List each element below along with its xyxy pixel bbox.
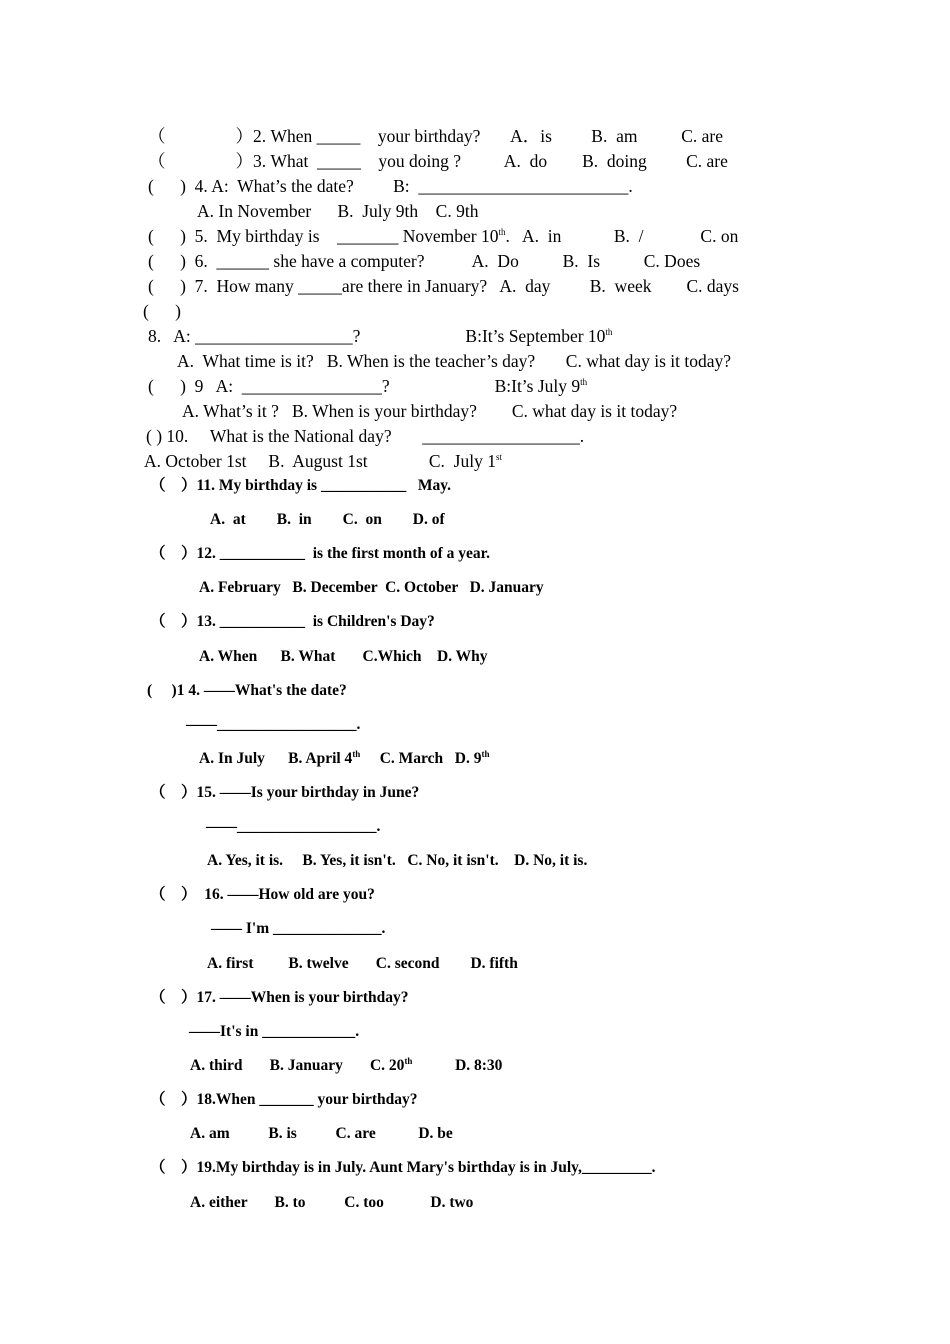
question-19: （ ）19.My birthday is in July. Aunt Mary's birthday is in July,_________. <box>150 1159 656 1176</box>
question-6: ( ) 6. ______ she have a computer? A. Do B. Is C. Does <box>148 251 701 271</box>
question-10-options: A. October 1st B. August 1st C. July 1st <box>144 451 502 471</box>
question-19-options: A. either B. to C. too D. two <box>190 1194 474 1211</box>
question-13-options: A. When B. What C.Which D. Why <box>199 648 488 665</box>
question-18: （ ）18.When _______ your birthday? <box>150 1091 418 1108</box>
question-14-options: A. In July B. April 4th C. March D. 9th <box>199 748 490 767</box>
question-3: （ ）3. What _____ you doing ? A. do B. doing C. are <box>148 151 728 171</box>
question-12: （ ）12. ___________ is the first month of a year. <box>150 545 490 562</box>
question-7: ( ) 7. How many _____are there in January? A. day B. week C. days <box>148 276 739 296</box>
question-17-options: A. third B. January C. 20th D. 8:30 <box>190 1055 503 1074</box>
question-4: ( ) 4. A: What’s the date? B: ________________________. <box>148 176 633 196</box>
question-4-options: A. In November B. July 9th C. 9th <box>197 201 479 221</box>
question-16-answer-line: —— I'm ______________. <box>211 920 386 937</box>
question-18-options: A. am B. is C. are D. be <box>190 1125 453 1142</box>
question-10: ( ) 10. What is the National day? __________________. <box>146 426 585 446</box>
question-16: （ ） 16. ——How old are you? <box>150 886 375 903</box>
question-8-options: A. What time is it? B. When is the teacher’s day? C. what day is it today? <box>177 351 732 371</box>
question-11: （ ）11. My birthday is ___________ May. <box>150 477 451 494</box>
question-11-options: A. at B. in C. on D. of <box>210 511 445 528</box>
question-16-options: A. first B. twelve C. second D. fifth <box>207 955 518 972</box>
question-9-options: A. What’s it ? B. When is your birthday? C. what day is it today? <box>182 401 678 421</box>
question-15-options: A. Yes, it is. B. Yes, it isn't. C. No, it isn't. D. No, it is. <box>207 852 588 869</box>
question-8-bracket: ( ) <box>143 301 181 321</box>
question-15: （ ）15. ——Is your birthday in June? <box>150 784 420 801</box>
question-12-options: A. February B. December C. October D. January <box>199 579 544 596</box>
question-13: （ ）13. ___________ is Children's Day? <box>150 613 435 630</box>
question-2: （ ）2. When _____ your birthday? A．is B. am C. are <box>148 126 724 146</box>
question-9: ( ) 9 A: ________________? B:It’s July 9th <box>148 376 588 396</box>
question-5: ( ) 5. My birthday is _______ November 10th. A. in B. / C. on <box>148 226 739 246</box>
question-17: （ ）17. ——When is your birthday? <box>150 989 409 1006</box>
question-8: 8. A: __________________? B:It’s September 10th <box>148 326 613 346</box>
question-14-answer-line: ——__________________. <box>186 716 361 733</box>
question-17-answer-line: ——It's in ____________. <box>189 1023 360 1040</box>
question-15-answer-line: ——__________________. <box>206 818 381 835</box>
question-14: ( )1 4. ——What's the date? <box>147 682 347 699</box>
